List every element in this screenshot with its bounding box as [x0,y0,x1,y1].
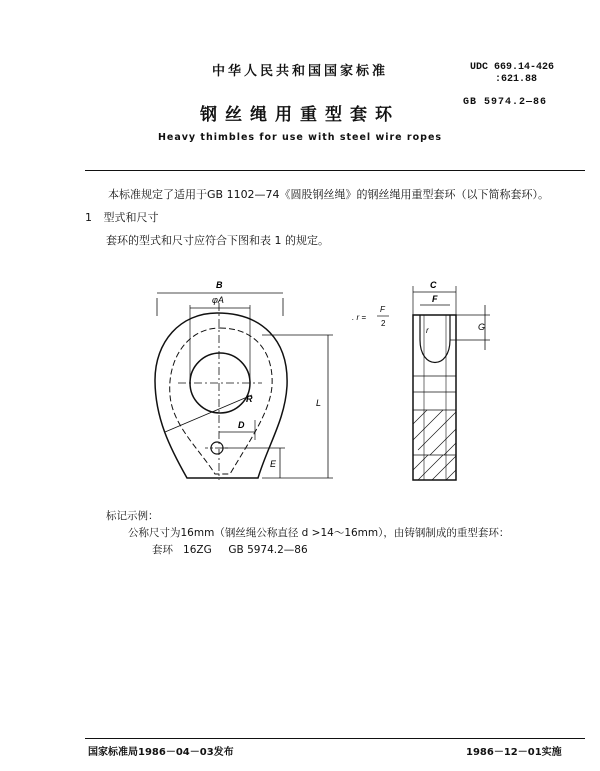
section-hatching [413,410,456,480]
label-d: D [238,420,245,430]
label-b: B [216,280,223,290]
r-formula-numerator: F [380,305,385,314]
label-e: E [270,459,277,469]
label-c: C [430,280,437,290]
label-r: R [246,394,253,404]
thimble-outer-outline [155,313,287,478]
r-formula-lhs: . r = [352,313,367,322]
section-1-text: 套环的型式和尺寸应符合下图和表 1 的规定。 [106,234,329,247]
r-formula-denominator: 2 [381,319,386,328]
udc-code-line1: UDC 669.14-426 [470,62,555,73]
label-g: G [478,322,486,332]
groove-arc [420,315,450,363]
marking-heading: 标记示例： [106,510,159,522]
label-f: F [432,294,438,304]
gb-code: GB 5974.2—86 [463,97,548,108]
label-l: L [316,398,322,408]
intro-paragraph: 本标准规定了适用于GB 1102—74《圆股钢丝绳》的钢丝绳用重型套环（以下简称套环）。 [108,188,550,201]
section-title: 型式和尺寸 [103,211,159,224]
section-number: 1 [85,211,92,224]
title-chinese: 钢丝绳用重型套环 [200,105,400,125]
effective-date: 1986－12－01实施 [466,747,562,758]
footer-rule [85,738,585,739]
label-r-small: r [426,326,429,335]
title-english: Heavy thimbles for use with steel wire ropes [157,132,443,143]
issue-date: 国家标准局1986－04－03发布 [88,747,234,758]
udc-code-line2: :621.88 [495,74,538,85]
standard-header: 中华人民共和国国家标准 [211,64,388,79]
label-phia: φA [212,295,224,305]
marking-example: 套环 16ZG GB 5974.2—86 [152,544,308,556]
marking-text: 公称尺寸为16mm（钢丝绳公称直径 d >14～16mm），由铸钢制成的重型套环： [128,527,510,539]
